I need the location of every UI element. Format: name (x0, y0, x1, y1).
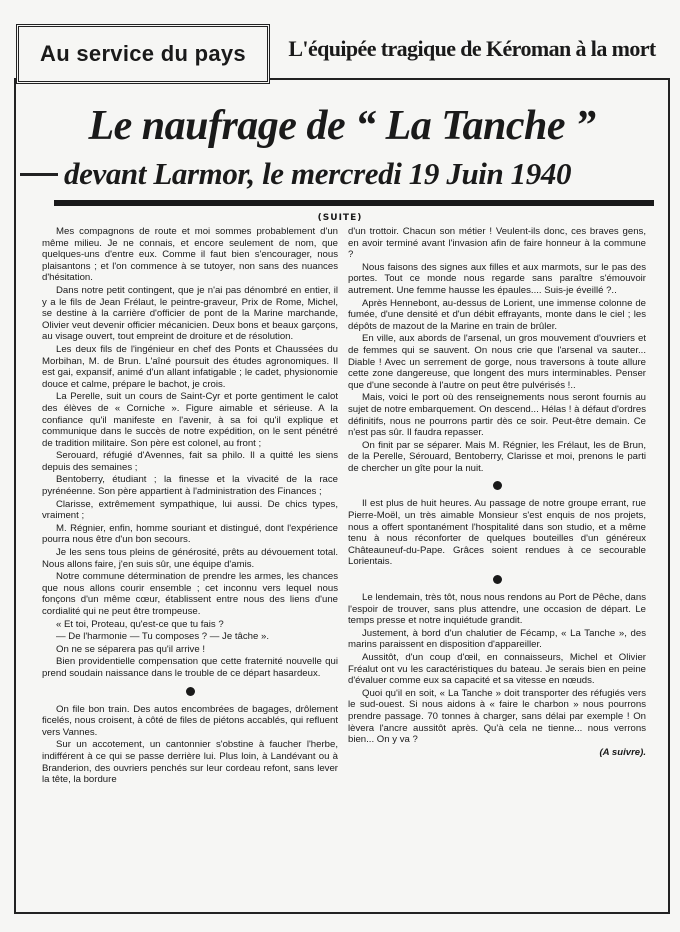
paragraph: Après Hennebont, au-dessus de Lorient, une immense colonne de fumée, d'une densité et d'un débit effrayants, monte dans le ciel ; les dépôts de mazout de la Marine en train de brûler. (348, 297, 646, 332)
paragraph: Quoi qu'il en soit, « La Tanche » doit transporter des réfugiés vers le sud-ouest. Si nous aidons à « faire le charbon » nous pourrons prendre passage. 70 tonnes à charger, sans délai par exemple ! On lèvera l'ancre aussitôt après. Qu'à cela ne tienne... nous verrons bien... On y va ? (348, 687, 646, 746)
paragraph: Bien providentielle compensation que cette fraternité nouvelle qui prend soudain naissance dans le trouble de ce départ hasardeux. (42, 656, 338, 679)
paragraph: Notre commune détermination de prendre les armes, les chances que nous allons courir ensemble ; cet inconnu vers lequel nous fonçons d'un même cœur, établissent entre nous des liens d'une cordialité qui ne peut être trompeuse. (42, 571, 338, 617)
paragraph: On file bon train. Des autos encombrées de bagages, drôlement ficelés, nous croisent, à côté de files de piétons accablés, qui refluent vers Vannes. (42, 703, 338, 738)
paragraph: Il est plus de huit heures. Au passage de notre groupe errant, rue Pierre-Moël, un très aimable Monsieur s'est enquis de nos projets, nous a offert spontanément l'hospitalité dans son studio, et a même tenu à nous réconforter de quelques bouteilles d'un généreux Châteauneuf-du-Pape. Grâces soient rendues à ce secourable Lorientais. (348, 498, 646, 568)
paragraph: Bentoberry, étudiant ; la finesse et la vivacité de la race pyrénéenne. Son père appartient à l'administration des Finances ; (42, 474, 338, 498)
paragraph: Sur un accotement, un cantonnier s'obstine à faucher l'herbe, indifférent à ce qui se passe derrière lui. Plus loin, à Landévant ou à Branderion, des ouvriers penchés sur leur cordeau refont, sans lever la tête, la bordure (42, 739, 338, 786)
section-kicker-box (16, 24, 270, 84)
left-column (42, 226, 338, 787)
to-be-continued: (A suivre). (599, 746, 646, 758)
paragraph: Clarisse, extrêmement sympathique, lui aussi. De chics types, vraiment ; (42, 498, 338, 522)
paragraph: Justement, à bord d'un chalutier de Fécamp, « La Tanche », des marins paraissent en disposition d'appareiller. (348, 627, 646, 651)
paragraph: Le lendemain, très tôt, nous nous rendons au Port de Pêche, dans l'espoir de trouver, sans plus attendre, une occasion de départ. Le temps presse et notre inquiétude grandit. (348, 592, 646, 627)
right-column (348, 226, 646, 759)
paragraph: Dans notre petit contingent, que je n'ai pas dénombré en entier, il y a le fils de Jean Frélaut, le peintre-graveur, Prix de Rome, Michel, se destine à la carrière d'officier de pont de la Marine marchande, Olivier veut devenir officier mécanicien. Deux bons et beaux garçons, au visage ouvert, tout empreint de droiture et de résolution. (42, 284, 338, 343)
paragraph: Les deux fils de l'ingénieur en chef des Ponts et Chaussées du Morbihan, M. de Brun. L'aîné poursuit des études agronomiques. Il est gai, expansif, animé d'un allant infatigable ; le cadet, physionomie douce et calme, prépare le bachot, je crois. (42, 343, 338, 390)
paragraph: Je les sens tous pleins de générosité, prêts au dévouement total. Nous allons faire, j'en suis sûr, une équipe d'amis. (42, 547, 338, 570)
headline-deck (20, 156, 662, 192)
deck-text: devant Larmor, le mercredi 19 Juin 1940 (64, 156, 572, 191)
paragraph: On finit par se séparer. Mais M. Régnier, les Frélaut, les de Brun, de la Perelle, Sérouard, Bentoberry, Clarisse et moi, prenons le parti de chercher un gîte pour la nuit. (348, 439, 646, 474)
paragraph: En ville, aux abords de l'arsenal, un gros mouvement d'ouvriers et de femmes qui se sauvent. On nous crie que l'arsenal va sauter... Diable ! Avec un serrement de gorge, nous traversons à toute allure cette zone dangereuse, que longent des murs interminables. Penser que d'une seconde à l'autre on peut être pulvérisés !.. (348, 333, 646, 391)
paragraph: On ne se séparera pas qu'il arrive ! (56, 643, 206, 655)
paragraph: — De l'harmonie — Tu composes ? — Je tâche ». (56, 631, 269, 643)
section-bullet (493, 481, 502, 490)
paragraph: Serouard, réfugié d'Avennes, fait sa philo. Il a quitté les siens depuis des semaines ; (42, 450, 338, 473)
paragraph: Mais, voici le port où des renseignements nous seront fournis au sujet de notre embarquement. On descend... Hélas ! à défaut d'ordres définitifs, nous ne pourrons partir dès ce soir. Peut-être demain. Ce n'est pas sûr. Il faudra repasser. (348, 392, 646, 439)
heavy-rule (54, 200, 654, 206)
main-headline: Le naufrage de “ La Tanche ” (88, 103, 596, 149)
section-bullet (493, 575, 502, 584)
section-bullet (186, 687, 195, 696)
section-kicker: Au service du pays (40, 41, 246, 66)
suite-label: (SUITE) (317, 213, 363, 223)
top-headline: L'équipée tragique de Kéroman à la mort (288, 36, 656, 61)
paragraph: « Et toi, Proteau, qu'est-ce que tu fais ? (56, 618, 224, 630)
paragraph: d'un trottoir. Chacun son métier ! Veulent-ils donc, ces braves gens, en avoir terminé avant l'invasion afin de faire honneur à la commune ? (348, 226, 646, 261)
paragraph: La Perelle, suit un cours de Saint-Cyr et porte gentiment le calot des élèves de « Corniche ». Figure aimable et sérieuse. A la confiance qu'il manifeste en l'avenir, à sa foi qu'il explique et communique dans le succès de notre expédition, on le sent pénétré de tradition militaire. Son père est colonel, au front ; (42, 391, 338, 449)
paragraph: Mes compagnons de route et moi sommes probablement d'un même milieu. Je ne connais, et encore seulement de nom, que quelques-uns d'entre eux. Comme il faut bien s'encourager, nous plaisantons ; et l'on commence à se tutoyer, non sans des nuances d'hésitation. (42, 226, 338, 284)
deck-dash (20, 173, 58, 176)
paragraph: M. Régnier, enfin, homme souriant et distingué, dont l'expérience pourra nous être d'un bon secours. (42, 522, 338, 546)
paragraph: Aussitôt, d'un coup d'œil, en connaisseurs, Michel et Olivier Fréalut ont vu les caractéristiques du bateau. Je serais bien en peine d'évaluer comme eux sa capacité et sa vitesse en nœuds. (348, 652, 646, 687)
paragraph: Nous faisons des signes aux filles et aux marmots, sur le pas des portes. Tout ce monde nous regarde sans paraître s'émouvoir autrement. Une femme hausse les épaules.... Suis-je éveillé ?.. (348, 261, 646, 296)
